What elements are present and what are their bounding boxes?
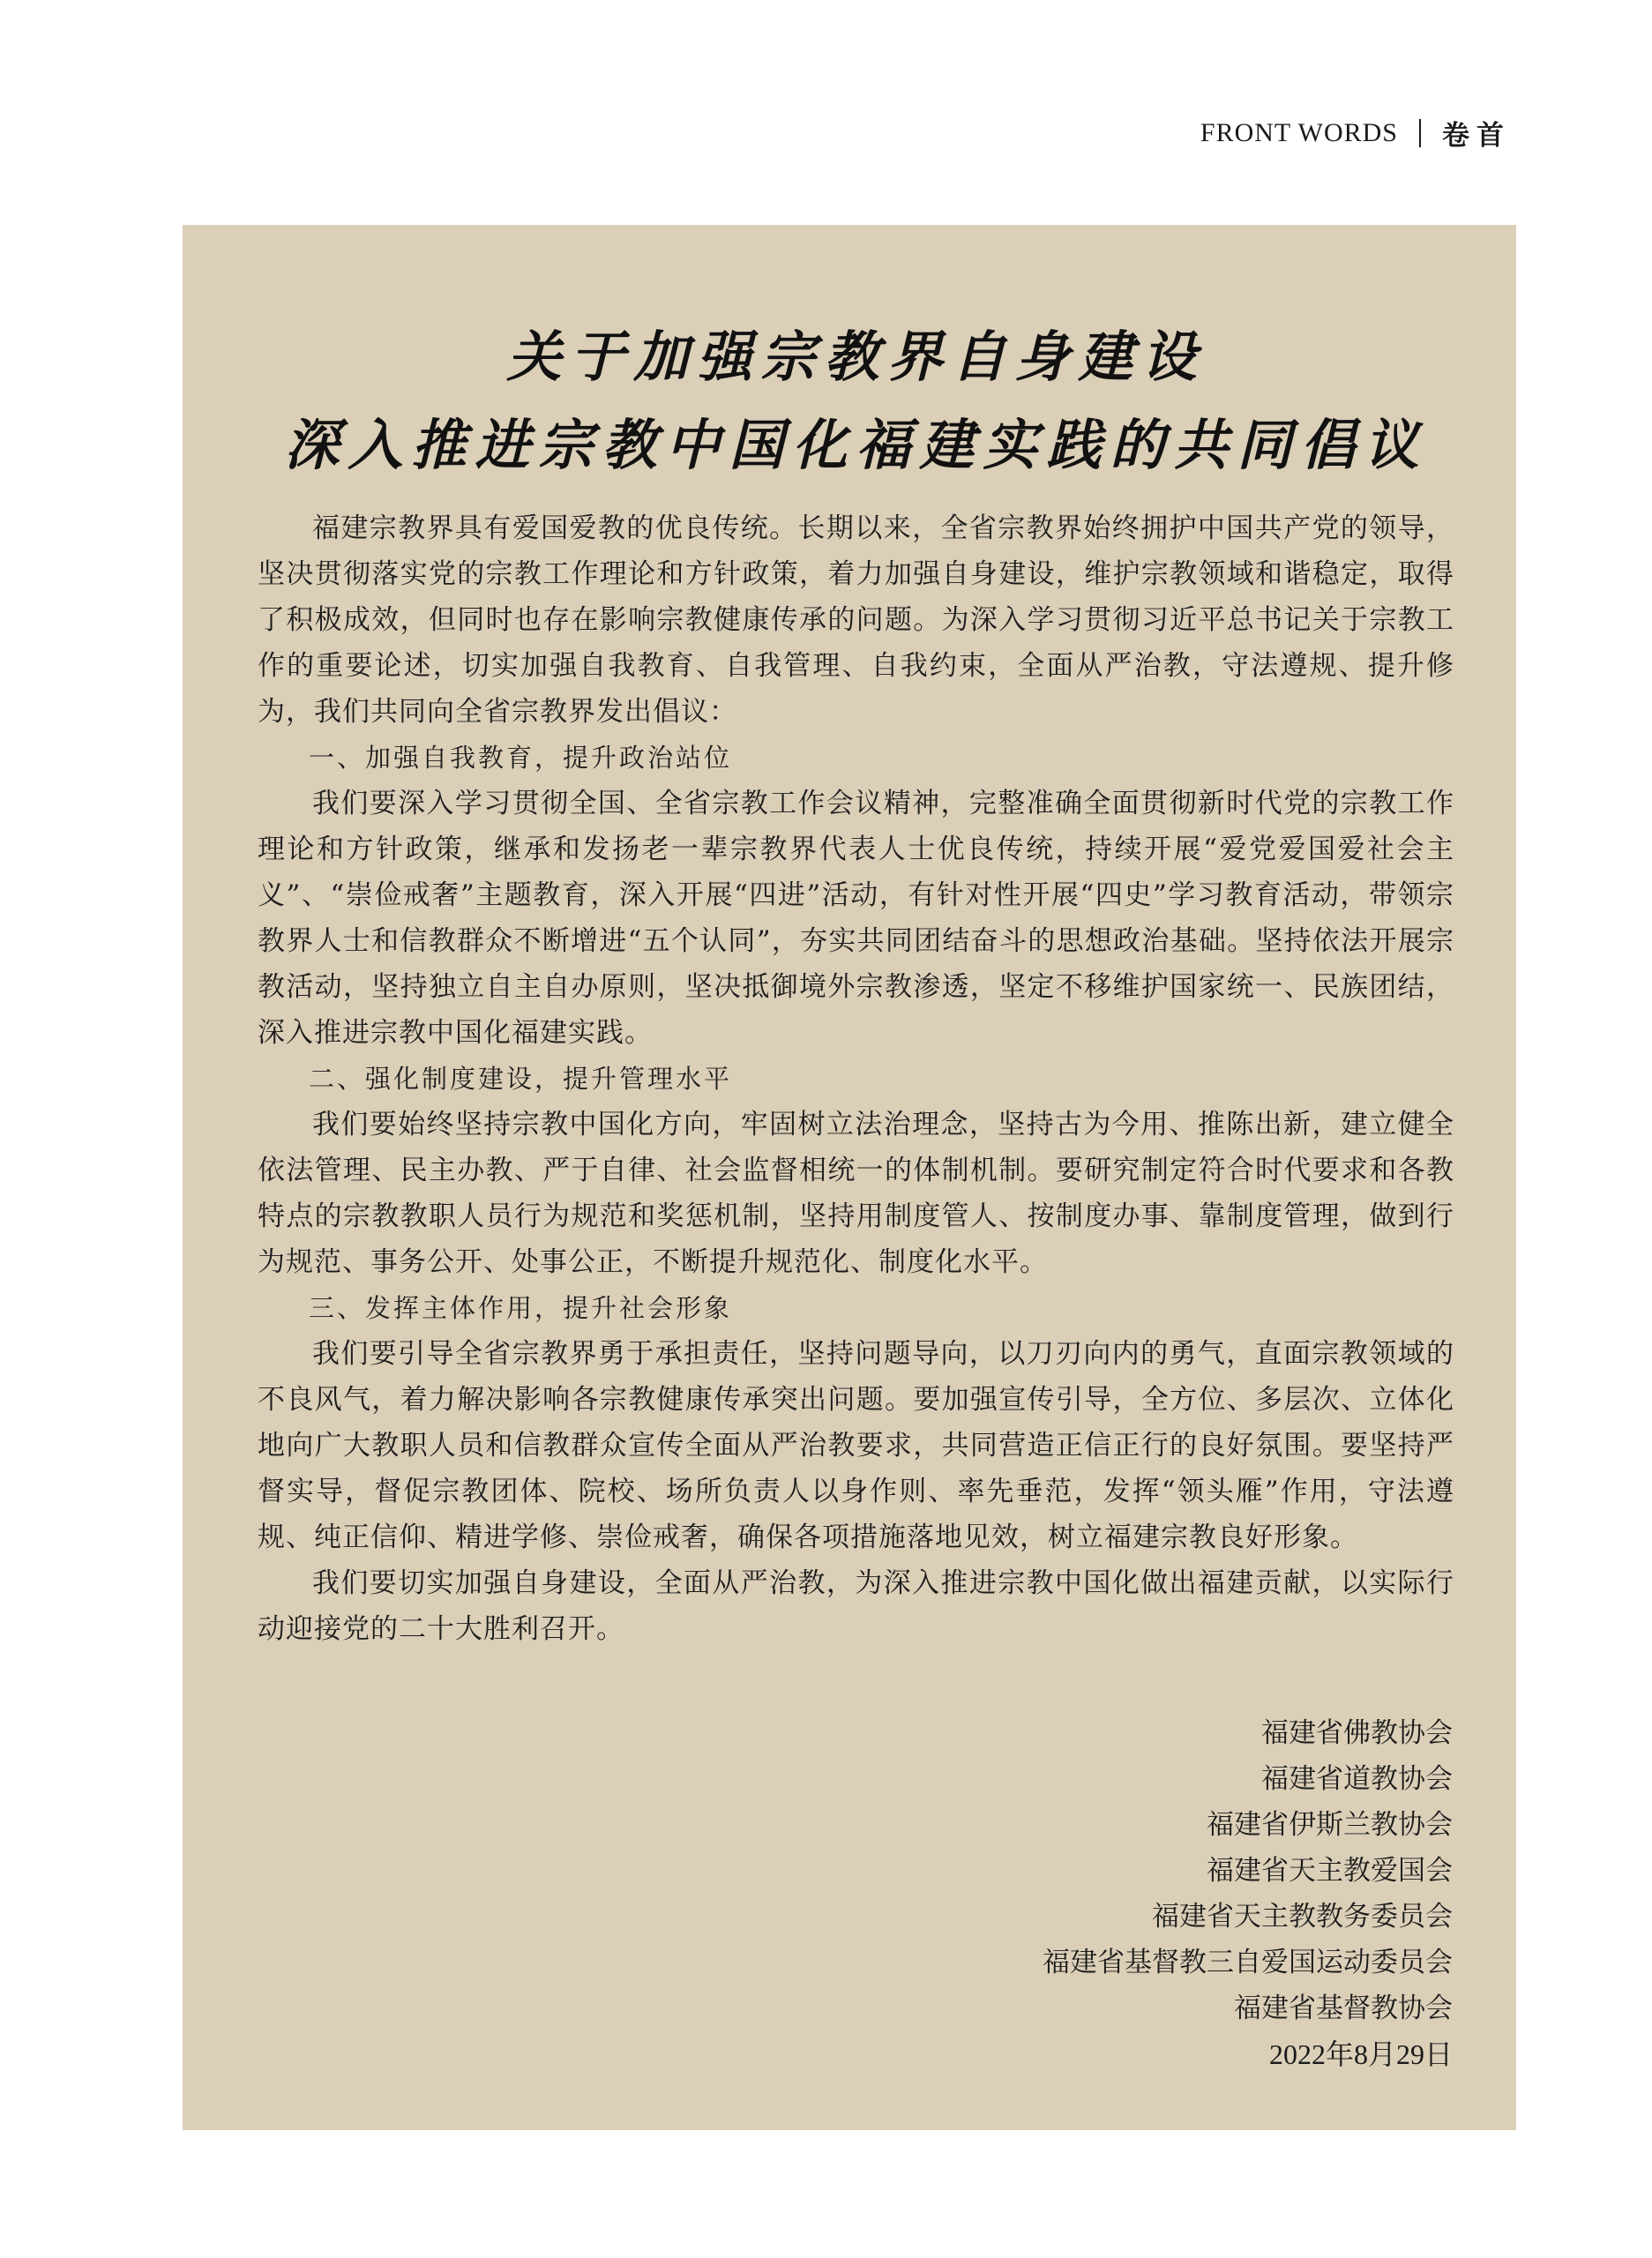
section-3-paragraph: 我们要引导全省宗教界勇于承担责任，坚持问题导向，以刀刃向内的勇气，直面宗教领域的不良风气，着力解决影响各宗教健康传承突出问题。要加强宣传引导，全方位、多层次、立体化地向广大教职人员和信教群众宣传全面从严治教要求，共同营造正信正行的良好氛围。要坚持严督实导，督促宗教团体、院校、场所负责人以身作则、率先垂范，发挥“领头雁”作用，守法遵规、纯正信仰、精进学修、崇俭戒奢，确保各项措施落地见效，树立福建宗教良好形象。 (258, 1338, 1454, 1553)
signatory: 福建省基督教三自爱国运动委员会 (1043, 1947, 1453, 1978)
signatory: 福建省天主教爱国会 (1207, 1855, 1453, 1887)
document-date: 2022年8月29日 (1268, 2038, 1453, 2070)
title-line-2: 深入推进宗教中国化福建实践的共同倡议 (284, 413, 1428, 477)
intro-paragraph: 福建宗教界具有爱国爱教的优良传统。长期以来，全省宗教界始终拥护中国共产党的领导，坚决贯彻落实党的宗教工作理论和方针政策，着力加强自身建设，维护宗教领域和谐稳定，取得了积极成效，但同时也存在影响宗教健康传承的问题。为深入学习贯彻习近平总书记关于宗教工作的重要论述，切实加强自我教育、自我管理、自我约束，全面从严治教，守法遵规、提升修为，我们共同向全省宗教界发出倡议： (258, 512, 1454, 728)
title-line-1: 关于加强宗教界自身建设 (506, 325, 1206, 389)
running-head-separator (1419, 119, 1421, 147)
closing-paragraph: 我们要切实加强自身建设，全面从严治教，为深入推进宗教中国化做出福建贡献，以实际行动迎接党的二十大胜利召开。 (258, 1567, 1454, 1645)
document-title (258, 313, 1454, 490)
section-2-paragraph: 我们要始终坚持宗教中国化方向，牢固树立法治理念，坚持古为今用、推陈出新，建立健全依法管理、民主办教、严于自律、社会监督相统一的体制机制。要研究制定符合时代要求和各教特点的宗教教职人员行为规范和奖惩机制，坚持用制度管人、按制度办事、靠制度管理，做到行为规范、事务公开、处事公正，不断提升规范化、制度化水平。 (258, 1109, 1454, 1278)
signatory: 福建省基督教协会 (1234, 1993, 1453, 2024)
proposal-panel (183, 225, 1516, 2130)
section-3-heading: 三、发挥主体作用，提升社会形象 (309, 1293, 733, 1323)
section-1-paragraph: 我们要深入学习贯彻全国、全省宗教工作会议精神，完整准确全面贯彻新时代党的宗教工作理论和方针政策，继承和发扬老一辈宗教界代表人士优良传统，持续开展“爱党爱国爱社会主义”、“崇俭戒奢”主题教育，深入开展“四进”活动，有针对性开展“四史”学习教育活动，带领宗教界人士和信教群众不断增进“五个认同”，夯实共同团结奋斗的思想政治基础。坚持依法开展宗教活动，坚持独立自主自办原则，坚决抵御境外宗教渗透，坚定不移维护国家统一、民族团结，深入推进宗教中国化福建实践。 (258, 788, 1454, 1049)
section-2-heading: 二、强化制度建设，提升管理水平 (309, 1064, 733, 1094)
signatory: 福建省伊斯兰教协会 (1207, 1809, 1453, 1841)
signatory: 福建省道教协会 (1261, 1763, 1453, 1795)
running-head-en: FRONT WORDS (1200, 117, 1398, 147)
running-head (1200, 113, 1511, 153)
section-1-heading: 一、加强自我教育，提升政治站位 (309, 743, 733, 773)
running-head-cn: 卷首 (1442, 120, 1511, 152)
signatory: 福建省天主教教务委员会 (1152, 1901, 1453, 1933)
signatories-block (258, 1710, 1454, 2077)
document-body (258, 505, 1454, 1652)
signatory: 福建省佛教协会 (1261, 1717, 1453, 1749)
